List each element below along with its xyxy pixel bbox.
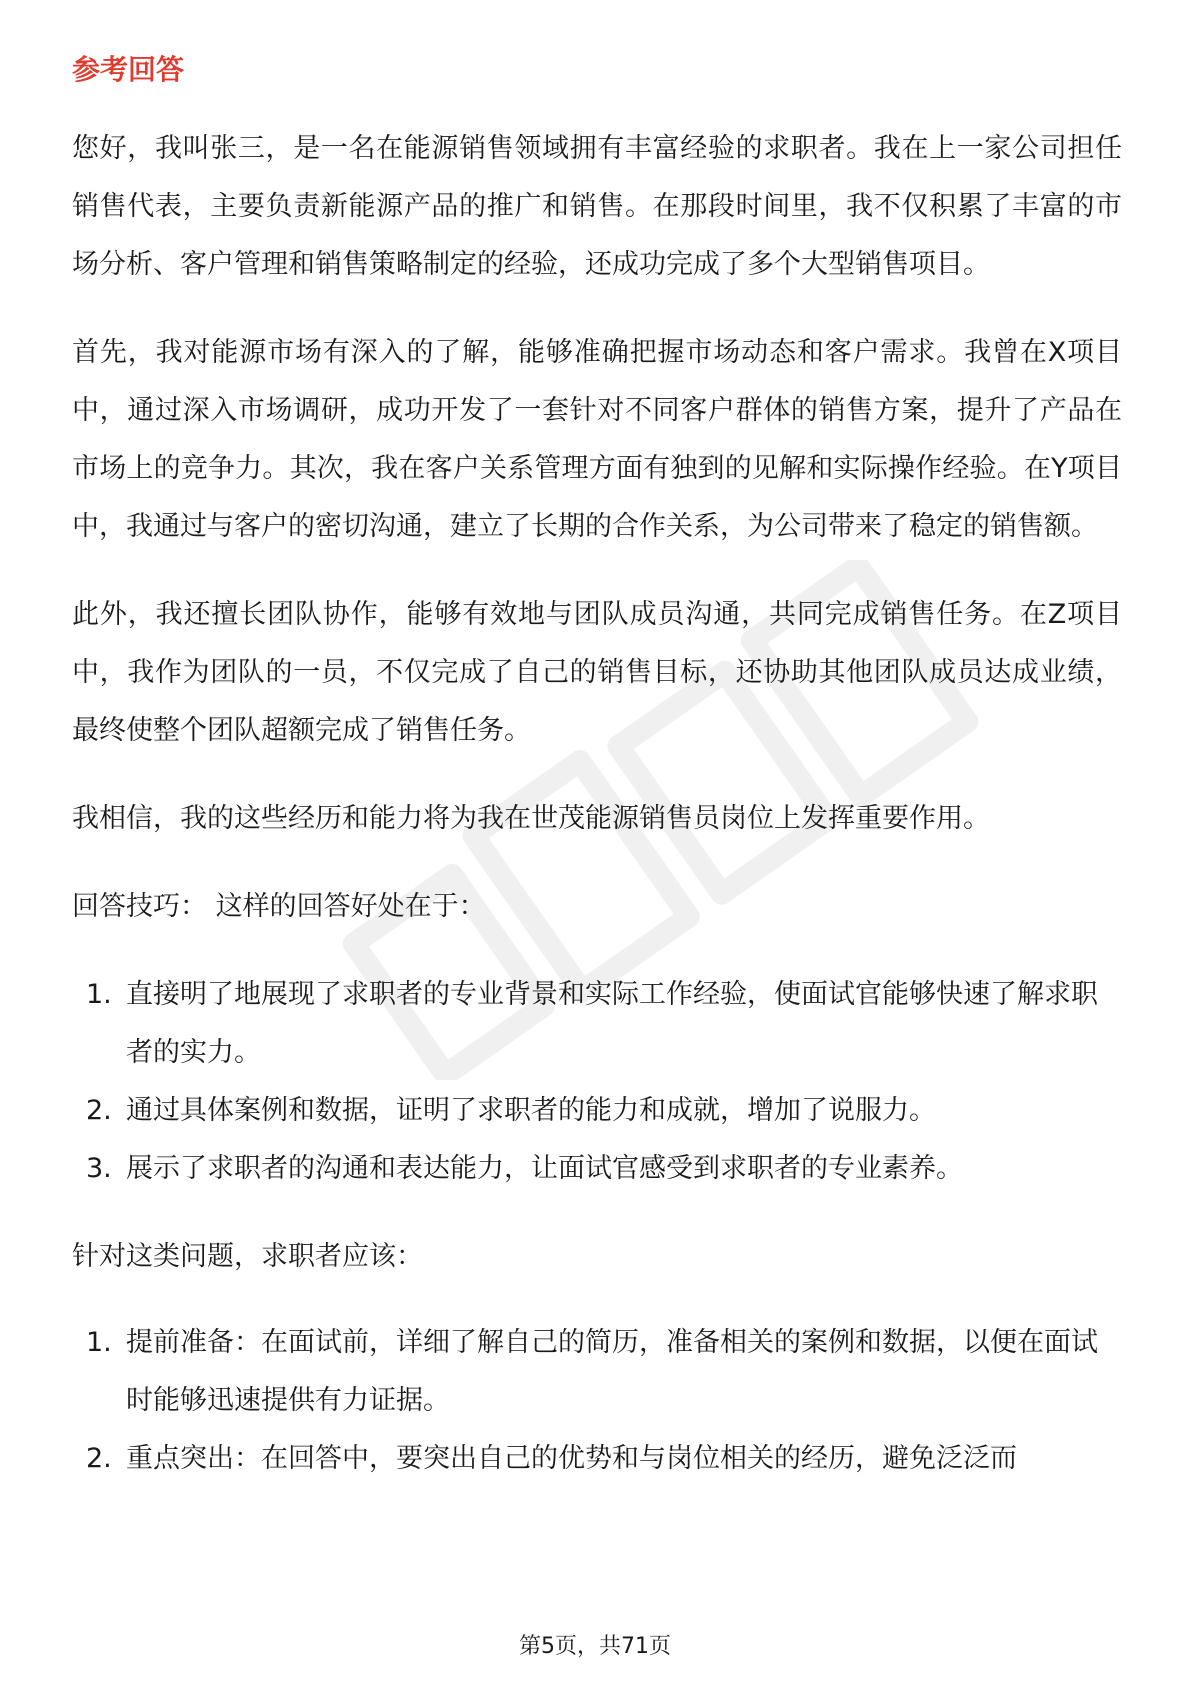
paragraph-teamwork: 此外，我还擅长团队协作，能够有效地与团队成员沟通，共同完成销售任务。在Z项目中，我作为团队的一员，不仅完成了自己的销售目标，还协助其他团队成员达成业绩，最终使整个团队超额完成了销售任务。 xyxy=(72,599,1122,746)
list-number: 3. xyxy=(86,1153,112,1184)
list-item xyxy=(72,1430,1122,1488)
list-number: 1. xyxy=(86,1327,112,1358)
tips-list xyxy=(72,966,1122,1198)
list-item xyxy=(72,966,1122,1082)
list-item xyxy=(72,1140,1122,1198)
advice-heading: 针对这类问题，求职者应该： xyxy=(72,1241,423,1272)
document-content xyxy=(72,50,1122,1518)
advice-list xyxy=(72,1314,1122,1488)
list-text: 提前准备：在面试前，详细了解自己的简历，准备相关的案例和数据，以便在面试时能够迅速提供有力证据。 xyxy=(126,1327,1098,1416)
paragraph-experience: 首先，我对能源市场有深入的了解，能够准确把握市场动态和客户需求。我曾在X项目中，通过深入市场调研，成功开发了一套针对不同客户群体的销售方案，提升了产品在市场上的竞争力。其次，我在客户关系管理方面有独到的见解和实际操作经验。在Y项目中，我通过与客户的密切沟通，建立了长期的合作关系，为公司带来了稳定的销售额。 xyxy=(72,337,1122,542)
list-text: 通过具体案例和数据，证明了求职者的能力和成就，增加了说服力。 xyxy=(126,1095,936,1126)
list-text: 展示了求职者的沟通和表达能力，让面试官感受到求职者的专业素养。 xyxy=(126,1153,963,1184)
list-number: 2. xyxy=(86,1095,112,1126)
list-item xyxy=(72,1314,1122,1430)
section-title: 参考回答 xyxy=(72,53,185,86)
list-number: 1. xyxy=(86,979,112,1010)
tips-heading: 回答技巧： 这样的回答好处在于： xyxy=(72,891,486,922)
list-text: 直接明了地展现了求职者的专业背景和实际工作经验，使面试官能够快速了解求职者的实力。 xyxy=(126,979,1098,1068)
paragraph-intro: 您好，我叫张三，是一名在能源销售领域拥有丰富经验的求职者。我在上一家公司担任销售代表，主要负责新能源产品的推广和销售。在那段时间里，我不仅积累了丰富的市场分析、客户管理和销售策略制定的经验，还成功完成了多个大型销售项目。 xyxy=(72,133,1122,280)
paragraph-conclusion: 我相信，我的这些经历和能力将为我在世茂能源销售员岗位上发挥重要作用。 xyxy=(72,803,990,834)
list-number: 2. xyxy=(86,1443,112,1474)
page-footer: 第5页，共71页 xyxy=(519,1634,671,1659)
list-item xyxy=(72,1082,1122,1140)
list-text: 重点突出：在回答中，要突出自己的优势和与岗位相关的经历，避免泛泛而 xyxy=(126,1443,1017,1474)
